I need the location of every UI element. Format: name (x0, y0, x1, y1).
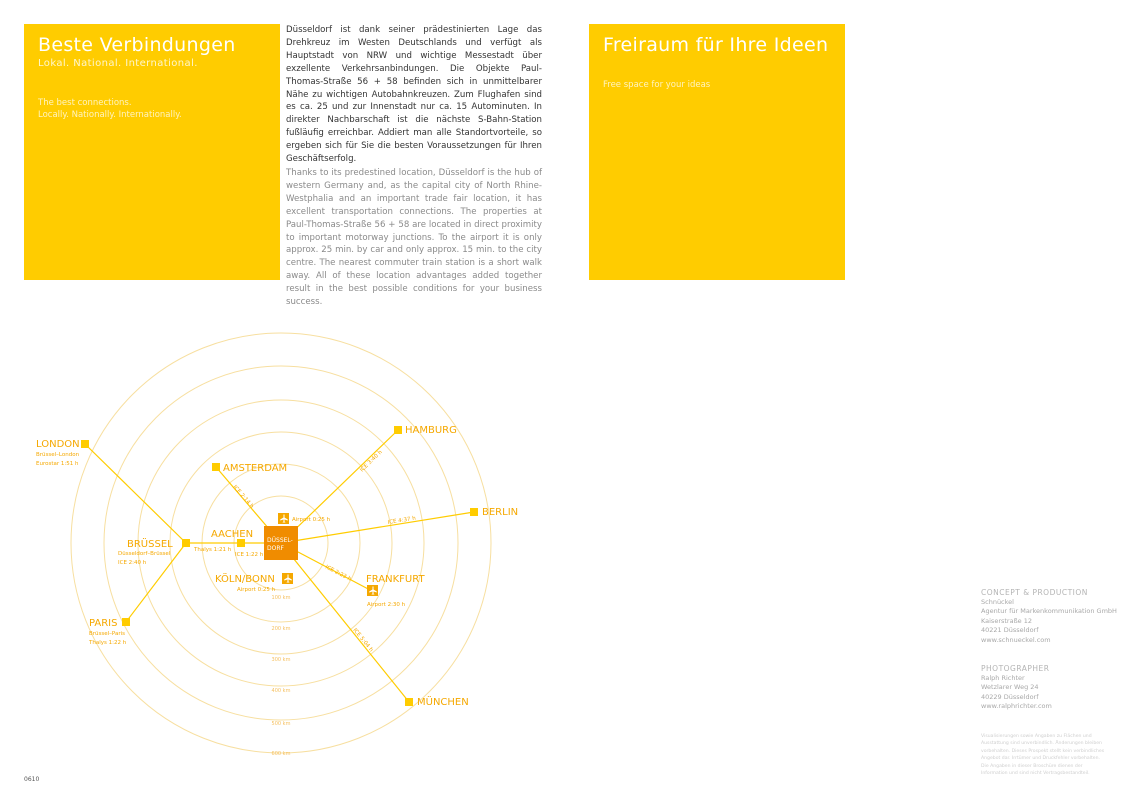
right-panel (589, 24, 845, 280)
page-number: 0610 (24, 776, 40, 783)
city-frankfurt: FRANKFURT (366, 574, 425, 585)
left-panel (24, 24, 280, 280)
ring-label: 500 km (271, 721, 291, 727)
city-berlin: BERLIN (482, 507, 519, 518)
route-label-muenchen: ICE 5:04 h (351, 627, 374, 654)
paris-detail-1: Brüssel–Paris (89, 631, 126, 637)
left-panel-english-line2: Locally. Nationally. Internationally. (38, 110, 182, 120)
route-label-frankfurt: ICE 2:23 h (324, 564, 353, 583)
credits-photographer (981, 664, 1052, 712)
bruessel-detail-2: ICE 2:40 h (118, 560, 147, 566)
credits-line: Ralph Richter (981, 673, 1025, 682)
airport-icon (278, 513, 289, 524)
credits-concept-heading: CONCEPT & PRODUCTION (981, 588, 1088, 597)
ring-label: 200 km (271, 626, 291, 632)
aachen-marker (237, 539, 245, 547)
city-aachen: AACHEN (211, 529, 254, 540)
city-paris: PARIS (89, 618, 118, 629)
route-hamburg (281, 430, 398, 543)
london-marker (81, 440, 89, 448)
credits-line: 40229 Düsseldorf (981, 692, 1039, 701)
route-label-hamburg: ICE 3:40 h (359, 449, 384, 474)
connections-map (0, 290, 560, 765)
london-detail-1: Brüssel–London (36, 452, 80, 458)
airport-icon (282, 573, 293, 584)
city-bruessel: BRÜSSEL (127, 539, 173, 550)
city-amsterdam: AMSTERDAM (223, 463, 288, 474)
bruessel-marker (182, 539, 190, 547)
london-detail-2: Eurostar 1:51 h (36, 461, 79, 467)
berlin-marker (470, 508, 478, 516)
german-body-text: Düsseldorf ist dank seiner prädestinierten Lage das Drehkreuz im Westen Deutschlands und verfügt als Hauptstadt von NRW und wichtige Messestadt über exzellente Verkehrsanbindungen. Die Objekte Paul-Thomas-Straße 56 + 58 befinden sich in unmittelbarer Nähe zu wichtigen Autobahnkreuzen. Zum Flughafen sind es ca. 25 und zur Innenstadt nur ca. 15 Autominuten. In direkter Nachbarschaft ist die nächste S-Bahn-Station fußläufig erreichbar. Addiert man alle Standortvorteile, so ergeben sich für Sie die besten Voraussetzungen für Ihren Geschäftserfolg. (286, 25, 542, 165)
route-label-berlin: ICE 4:37 h (387, 515, 417, 526)
airport-icon (367, 585, 378, 596)
credits-line: Wetzlarer Weg 24 (981, 683, 1039, 692)
duesseldorf-label-2: DORF (267, 545, 284, 552)
credits-concept (981, 588, 1117, 646)
airport-frankfurt-label: Airport 2:30 h (367, 602, 406, 608)
legal-notice: Visualisierungen sowie Angaben zu Flächen und Ausstattung sind unverbindlich. Änderungen bleiben vorbehalten. Dieses Prospekt stellt kein verbindliches Angebot dar. Irrtümer und Druckfehler vorbehalten. Die Angaben in dieser Broschüre dienen der Information und sind nicht Vertragsbestandteil. (981, 734, 1105, 777)
paris-detail-2: Thalys 1:22 h (89, 640, 127, 646)
route-london-bruessel (85, 444, 186, 543)
city-hamburg: HAMBURG (405, 425, 457, 436)
credits-photographer-heading: PHOTOGRAPHER (981, 664, 1050, 673)
bruessel-detail-1: Düsseldorf–Brüssel (118, 551, 171, 557)
credits-line: Schnückel (981, 597, 1014, 606)
muenchen-marker (405, 698, 413, 706)
city-koeln: KÖLN/BONN (215, 574, 275, 585)
right-panel-english-line1: Free space for your ideas (603, 80, 711, 90)
airport-koeln-label: Airport 0:25 h (237, 587, 276, 593)
paris-marker (122, 618, 130, 626)
hamburg-marker (394, 426, 402, 434)
credits-line: 40221 Düsseldorf (981, 626, 1039, 635)
city-london: LONDON (36, 439, 80, 450)
credits-line: Agentur für Markenkommunikation GmbH (981, 607, 1117, 616)
city-muenchen: MÜNCHEN (417, 697, 469, 708)
route-label-thalys: Thalys 1:21 h (194, 547, 232, 553)
route-label-amsterdam: ICE 2:14 h (231, 484, 255, 510)
right-panel-title: Freiraum für Ihre Ideen (603, 34, 829, 56)
left-panel-subtitle: Lokal. National. International. (38, 58, 198, 69)
ring-label: 600 km (271, 751, 291, 757)
credits-line: Kaiserstraße 12 (981, 616, 1033, 625)
credits-link[interactable]: www.ralphrichter.com (981, 702, 1052, 711)
ring-label: 300 km (271, 657, 291, 663)
credits-link[interactable]: www.schnueckel.com (981, 635, 1051, 644)
ring-label: 100 km (271, 595, 291, 601)
route-label-aachen: ICE 1:22 h (235, 552, 264, 558)
left-panel-english (38, 97, 182, 121)
amsterdam-marker (212, 463, 220, 471)
left-panel-title: Beste Verbindungen (38, 34, 236, 56)
ring-label: 400 km (271, 688, 291, 694)
airport-duesseldorf-label: Airport 0:25 h (292, 517, 331, 523)
english-body-text: Thanks to its predestined location, Düsseldorf is the hub of western Germany and, as the capital city of North Rhine-Westphalia and an important trade fair location, it has excellent transportation connections. The properties at Paul-Thomas-Straße 56 + 58 are located in direct proximity to important motorway junctions. To the airport it is only approx. 25 min. by car and only approx. 15 min. to the city centre. The nearest commuter train station is a short walk away. All of these location advantages added together result in the best possible conditions for your business success. (286, 168, 542, 308)
duesseldorf-label-1: DÜSSEL- (267, 537, 293, 544)
left-panel-english-line1: The best connections. (38, 98, 132, 108)
